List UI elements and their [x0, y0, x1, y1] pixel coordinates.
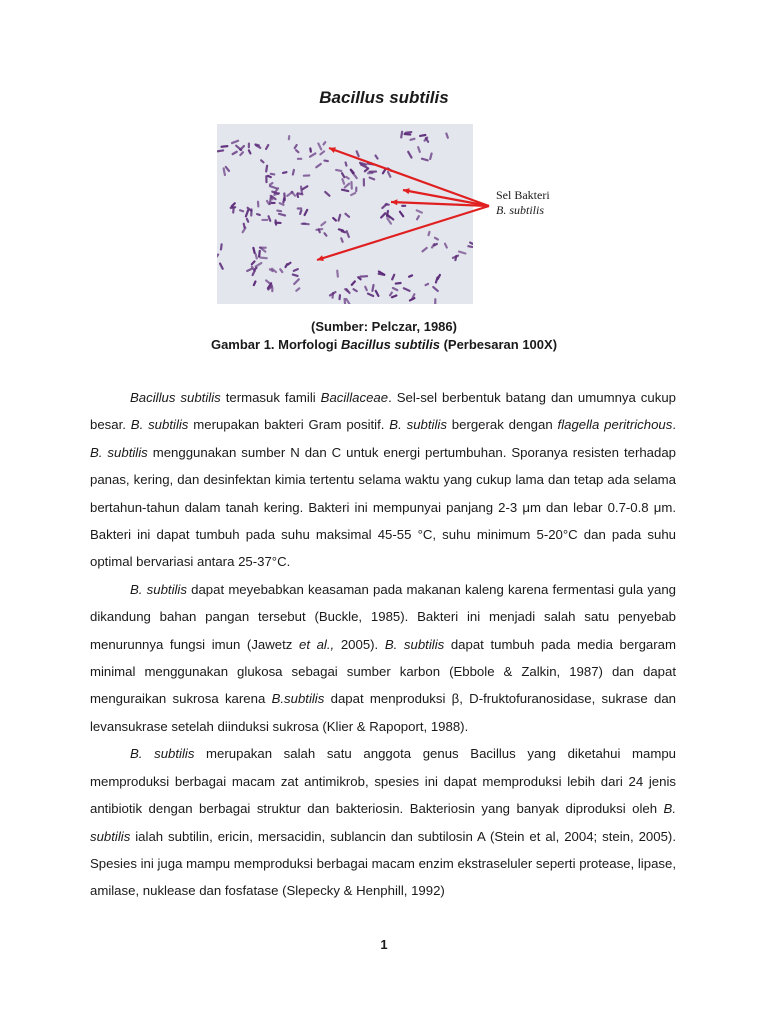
paragraph [90, 576, 676, 740]
text-run: merupakan salah satu anggota genus Bacillus yang diketahui mampu memproduksi berbagai macam zat antimikrob, spesies ini dapat memproduksi lebih dari 24 jenis antibiotik dengan berbagai struktur dan bakteriosin. Bakteriosin yang banyak diproduksi oleh [90, 746, 677, 817]
body-text [90, 384, 676, 905]
text-run: . [672, 417, 677, 433]
text-run: merupakan bakteri Gram positif. [188, 417, 390, 433]
pointer-arrow [317, 206, 489, 260]
pointer-arrow [329, 148, 489, 206]
paragraph [90, 384, 676, 576]
page-number: 1 [380, 937, 388, 952]
figure-arrows [217, 124, 517, 304]
text-run: dapat meyebabkan keasaman pada makanan kaleng karena fermentasi gula yang dikandung bahan pangan tersebut (Buckle, 1985). Bakteri ini menjadi salah satu penyebab menurunnya fungsi imun (Jawetz [90, 581, 676, 652]
text-run: bergerak dengan [446, 417, 558, 433]
italic-run: B. subtilis [130, 581, 187, 597]
caption-prefix: Gambar 1. Morfologi [210, 337, 341, 352]
page-title: Bacillus subtilis [319, 88, 449, 107]
text-run: dapat menproduksi β, D-fruktofuranosidase, sukrase dan levansukrase setelah diinduksi sukrosa (Klier & Rapoport, 1988). [90, 691, 676, 734]
caption-source: (Sumber: Pelczar, 1986) [311, 319, 457, 334]
italic-run: B. subtilis [130, 746, 195, 762]
italic-run: flagella peritrichous [557, 417, 673, 433]
figure-label [496, 188, 550, 218]
italic-run: Bacillus subtilis [130, 390, 221, 405]
italic-run: B. subtilis [384, 636, 445, 652]
italic-run: B. subtilis [90, 444, 148, 460]
arrow-head [317, 255, 324, 261]
text-run: 2005). [334, 636, 385, 652]
caption-suffix: (Perbesaran 100X) [439, 337, 558, 352]
figure-label-line1: Sel Bakteri [496, 188, 550, 202]
italic-run: Bacillaceae [320, 390, 389, 405]
italic-run: B.subtilis [271, 691, 325, 707]
italic-run: B. subtilis [90, 801, 676, 844]
text-run: menggunakan sumber N dan C untuk energi pertumbuhan. Sporanya resisten terhadap panas, kering, dan desinfektan kimia tertentu selama waktu yang cukup lama dan tetap ada selama bertahun-tahun dalam tanah kering. Bakteri ini mempunyai panjang 2-3 μm dan lebar 0.7-0.8 μm. Bakteri ini dapat tumbuh pada suhu maksimal 45-55 °C, suhu minimum 5-20°C dan pada suhu optimal bervariasi antara 25-37°C. [90, 444, 677, 570]
arrow-head [391, 199, 397, 205]
text-run: ialah subtilin, ericin, mersacidin, sublancin dan subtilosin A (Stein et al, 2004; stein, 2005). Spesies ini juga mampu memproduksi berbagai macam enzim ekstraseluler seperti protease, lipase, amilase, nuklease dan fosfatase (Slepecky & Henphill, 1992) [90, 828, 676, 899]
figure-caption [0, 318, 768, 354]
text-run: dapat tumbuh pada media bergaram minimal menggunakan glukosa sebagai sumber karbon (Ebbole & Zalkin, 1987) dan dapat menguraikan sukrosa karena [90, 636, 676, 707]
caption-species: Bacillus subtilis [340, 337, 440, 352]
paragraph [90, 740, 676, 904]
italic-run: et al., [298, 636, 335, 652]
figure-label-line2: B. subtilis [496, 203, 545, 217]
text-run: termasuk famili [220, 390, 321, 405]
caption-title [0, 336, 768, 354]
arrow-head [329, 147, 336, 153]
italic-run: B. subtilis [389, 417, 447, 433]
italic-run: B. subtilis [130, 417, 189, 433]
text-run: . Sel-sel berbentuk batang dan umumnya cukup besar. [90, 390, 676, 433]
